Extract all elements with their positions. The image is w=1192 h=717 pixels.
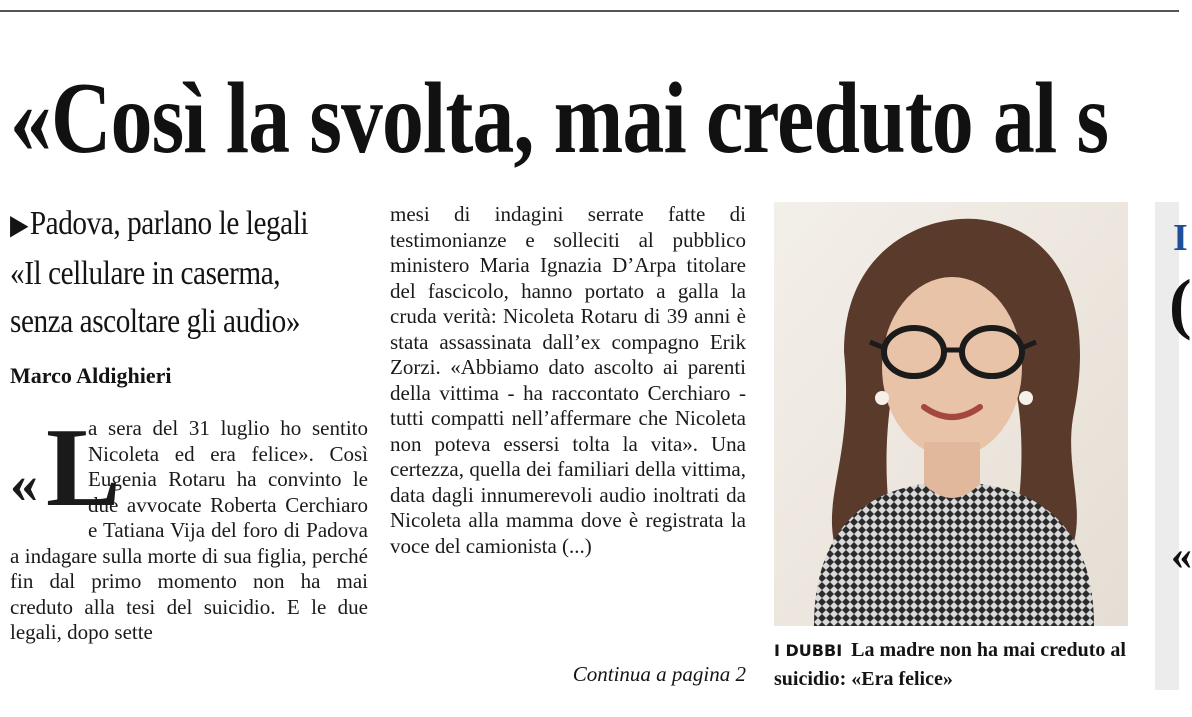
kicker-line-3: senza ascoltare gli audio» [10, 303, 301, 340]
adjacent-headline-glyph: ( [1169, 265, 1192, 341]
portrait-illustration [774, 202, 1128, 626]
portrait-photo [774, 202, 1128, 626]
headline: «Così la svolta, mai creduto al s [10, 62, 1109, 175]
dropcap-quote-mark: « [10, 453, 38, 515]
caption-label: I DUBBI [774, 641, 843, 660]
continue-link[interactable]: Continua a pagina 2 [572, 662, 746, 686]
triangle-icon: ▶ [10, 210, 29, 241]
dropcap-letter: L [46, 406, 121, 530]
byline: Marco Aldighieri [10, 363, 172, 388]
top-rule [0, 10, 1179, 12]
column-2 [390, 202, 746, 686]
kicker-line-2: «Il cellulare in caserma, [10, 255, 281, 292]
kicker-line-1: ▶Padova, parlano le legali [10, 200, 371, 250]
adjacent-quote-glyph: « [1171, 533, 1192, 579]
kicker [10, 200, 371, 346]
photo-caption [774, 636, 1134, 693]
lead-paragraph [10, 406, 368, 646]
column-2-text: mesi di indagini serrate fatte di testimonianze e solleciti al pubblico ministero Maria Ignazia D’Arpa titolare del fascicolo, hanno portato a galla la cruda verità: Nicoleta Rotaru di 39 anni è stata assassinata dall’ex compagno Erik Zorzi. «Abbiamo dato ascolto ai parenti della vittima - ha raccontato Cerchiaro - tutti compatti nell’affermare che Nicoleta non poteva essersi tolta la vita». Una certezza, quella dei familiari della vittima, data dagli innumerevoli audio inoltrati da Nicoleta alla mamma dove è registrata la voce del camionista (...) [390, 202, 746, 558]
column-1 [10, 200, 368, 644]
lead-text: a sera del 31 luglio ho sentito Nicoleta ed era felice». Così Eugenia Rotaru ha convinto le due avvocate Roberta Cerchiaro e Tatiana Vija del foro di Padova a indagare sulla morte di sua figlia, perché fin dal primo momento non ha mai creduto alla tesi del suicidio. E le due legali, dopo sette [10, 416, 368, 644]
adjacent-article-edge [1155, 202, 1192, 690]
dropcap [10, 406, 121, 530]
adjacent-kicker-glyph: I [1173, 217, 1188, 259]
caption-text: La madre non ha mai creduto al suicidio: «Era felice» [774, 639, 1126, 690]
